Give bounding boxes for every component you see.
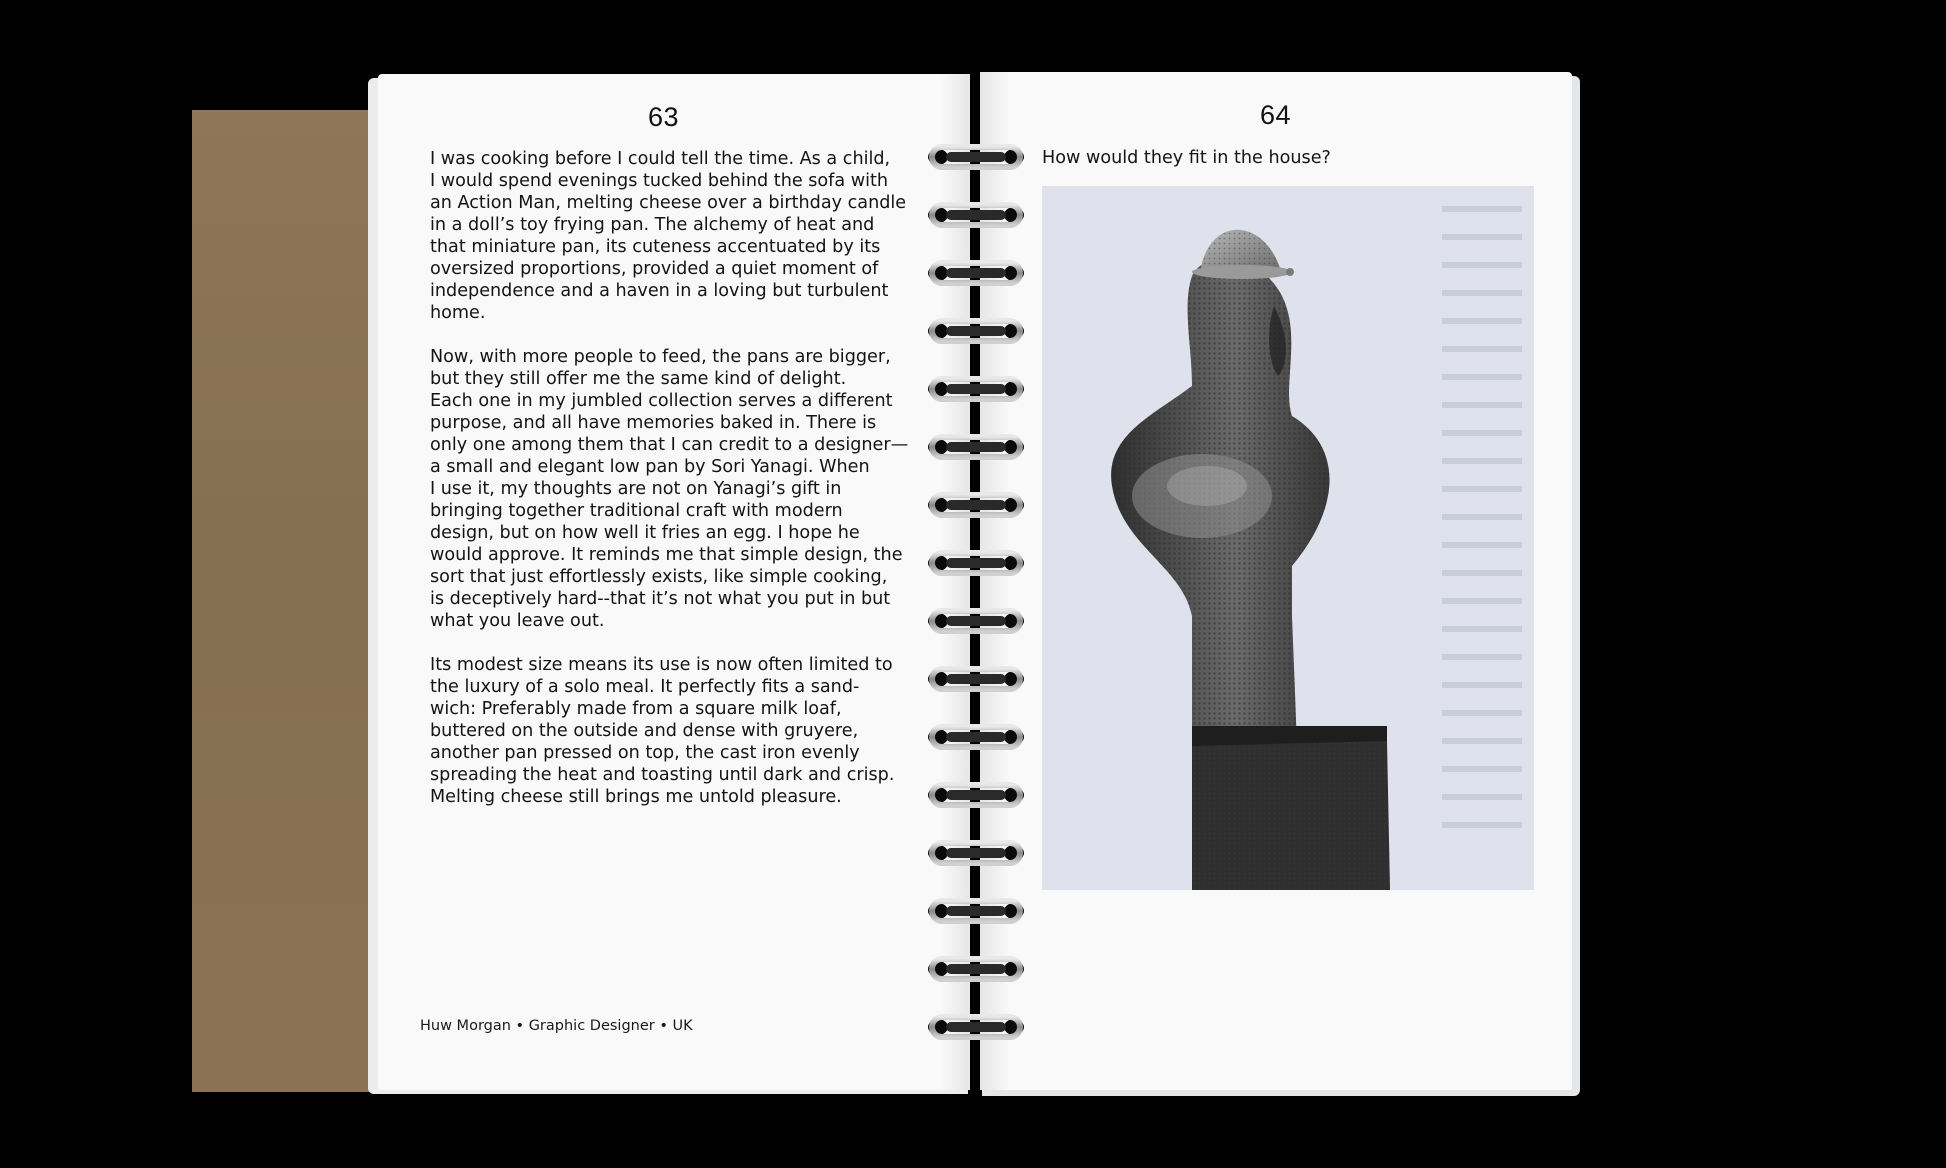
- photo-caption: How would they fit in the house?: [1042, 148, 1331, 168]
- halftone-sculpture-photo: [1042, 186, 1534, 890]
- author-credit-footer: Huw Morgan • Graphic Designer • UK: [420, 1018, 693, 1034]
- paragraph-3: Its modest size means its use is now often limited to the luxury of a solo meal. It perfectly fits a sand- wich: Preferably made from a square milk loaf, buttered on the outside and dense with gruyere, another pan pressed on top, the cast iron evenly spreading the heat and toasting until dark and crisp. Melting cheese still brings me untold pleasure.: [430, 655, 895, 807]
- essay-body: [430, 148, 930, 830]
- left-gutter-shadow: [940, 74, 970, 1090]
- paragraph-1: I was cooking before I could tell the time. As a child, I would spend evenings tucked behind the sofa with an Action Man, melting cheese over a birthday candle in a doll’s toy frying pan. The alchemy of heat and that miniature pan, its cuteness accentuated by its oversized proportions, provided a quiet moment of independence and a haven in a loving but turbulent home.: [430, 149, 907, 323]
- sculpture-illustration: [1042, 186, 1534, 890]
- page-number-right: 64: [1260, 100, 1292, 130]
- right-gutter-shadow: [980, 72, 1010, 1090]
- paragraph-2: Now, with more people to feed, the pans are bigger, but they still offer me the same kind of delight. Each one in my jumbled collection serves a different purpose, and all have memories baked in. There is only one among them that I can credit to a designer— a small and elegant low pan by Sori Yanagi. When I use it, my thoughts are not on Yanagi’s gift in bringing together traditional craft with modern design, but on how well it fries an egg. I hope he would approve. It reminds me that simple design, the sort that just effortlessly exists, like simple cooking, is deceptively hard--that it’s not what you put in but what you leave out.: [430, 347, 909, 631]
- right-page: [980, 72, 1572, 1090]
- kraft-back-cover: [192, 110, 392, 1092]
- page-number-left: 63: [648, 102, 680, 132]
- left-page: [378, 74, 970, 1090]
